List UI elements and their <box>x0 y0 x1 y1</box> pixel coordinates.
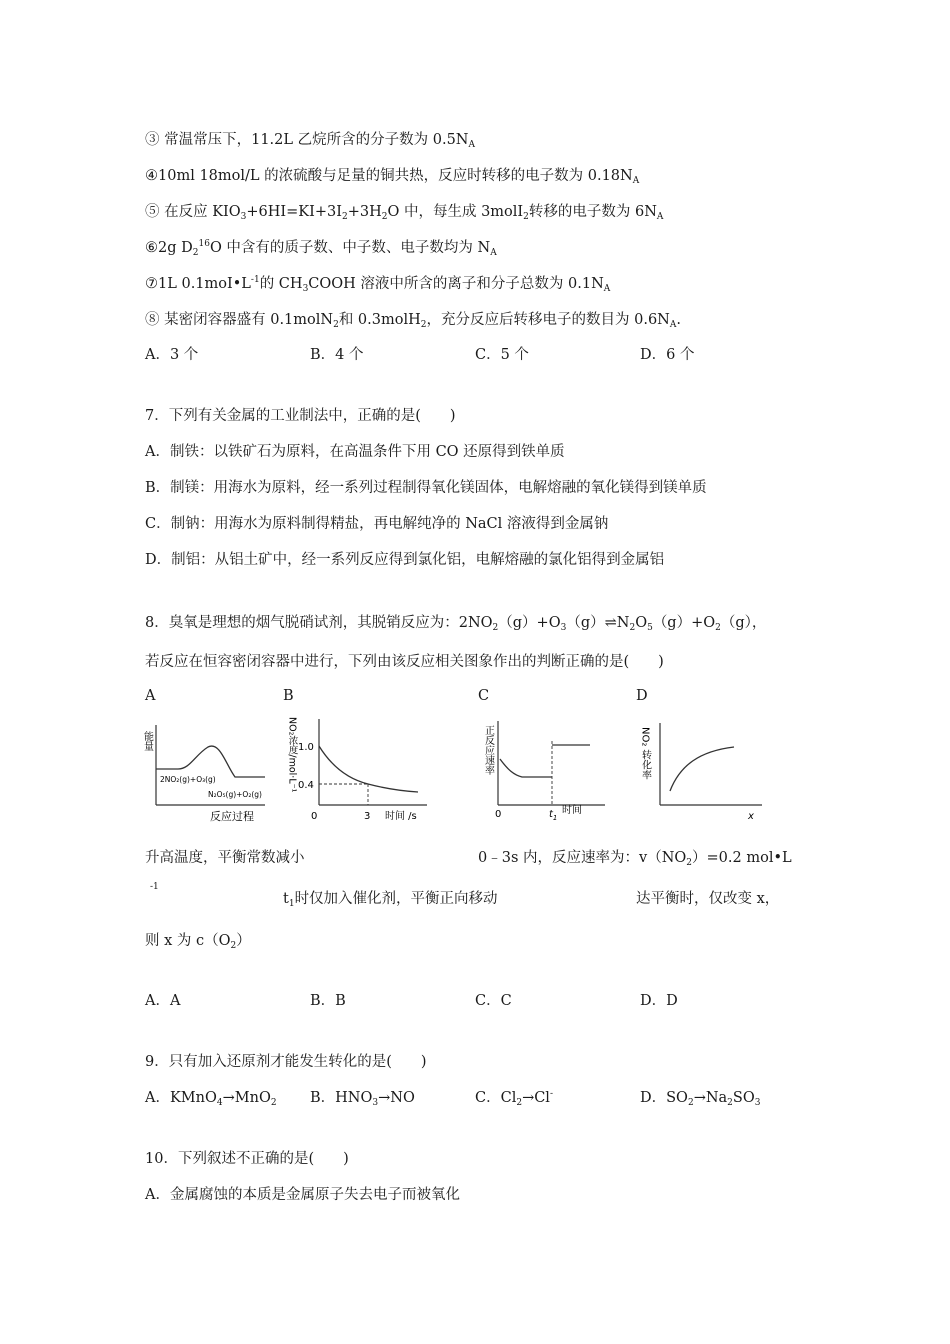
q8-desc-b-line2: -1 <box>150 882 159 892</box>
graph-b-y2: 0.4 <box>298 780 314 791</box>
q8-desc-b-line1: 0﹣3s 内，反应速率为：$v(NO_2)=0.2$ mol•L <box>478 850 792 868</box>
q9-option-c: C．$Cl_2\to Cl^-$ <box>475 1089 553 1108</box>
q6-item-6: ⑥2g $D_2^{16}O$ 中含有的质子数、中子数、电子数均为 $N_A$ <box>145 239 497 258</box>
q8-desc-d-line2: 则 x 为 $c(O_2)$ <box>145 933 251 951</box>
q8-graph-label-d: D <box>636 688 648 704</box>
q8-stem-line2: 若反应在恒容密闭容器中进行，下列由该反应相关图象作出的判断正确的是( ) <box>145 654 664 670</box>
graph-b-x1: 3 <box>364 811 371 822</box>
graph-c-xlabel: 时间 <box>562 805 582 816</box>
q8-stem-line1: 8．臭氧是理想的烟气脱硝试剂，其脱销反应为：$2NO_2(g)+O_3(g)\rightleftharpoons N_2O_5(g)+O_2(g)$， <box>145 615 767 633</box>
q6-item-5: ⑤ 在反应 $KIO_3+6HI=KI+3I_2+3H_2O$ 中，每生成 3molI$_2$转移的电子数为 $6N_A$ <box>145 204 664 222</box>
graph-b-concentration-curve <box>319 746 418 792</box>
q9-option-b: B．$HNO_3\to NO$ <box>310 1090 415 1108</box>
q8-option-a: A．A <box>145 993 181 1009</box>
q8-desc-d-line1: 达平衡时，仅改变 x， <box>636 891 780 907</box>
q6-option-b: B．4 个 <box>310 347 364 363</box>
graph-b-xlabel: 时间 /s <box>385 811 417 822</box>
graph-b-ylabel: NO₂浓度/mol·L⁻¹ <box>286 717 298 793</box>
q6-option-a: A．3 个 <box>145 347 199 363</box>
graph-a <box>140 715 272 831</box>
graph-b <box>282 715 432 831</box>
graph-d-xlabel: x <box>748 811 754 822</box>
graph-d <box>636 715 768 831</box>
q9-stem: 9．只有加入还原剂才能发生转化的是( ) <box>145 1054 427 1070</box>
q8-desc-a: 升高温度，平衡常数减小 <box>145 850 305 866</box>
q7-option-a: A．制铁：以铁矿石为原料，在高温条件下用 CO 还原得到铁单质 <box>145 444 565 460</box>
q9-option-d: D．$SO_2\to Na_2SO_3$ <box>640 1090 761 1108</box>
graph-a-xlabel: 反应过程 <box>210 810 254 823</box>
graph-c-x0: 0 <box>495 809 502 820</box>
q7-option-c: C．制钠：用海水为原料制得精盐，再电解纯净的 NaCl 溶液得到金属钠 <box>145 516 609 532</box>
q6-item-8: ⑧ 某密闭容器盛有 0.1molN$_2$和 0.3molH$_2$，充分反应后转移电子的数目为 $0.6N_A$. <box>145 312 681 330</box>
graph-c-t1-label: $t_1$ <box>549 809 558 822</box>
q7-option-d: D．制铝：从铝土矿中，经一系列反应得到氯化铝，电解熔融的氯化铝得到金属铝 <box>145 552 665 568</box>
q8-option-c: C．C <box>475 993 512 1009</box>
q8-graph-label-b: B <box>283 688 294 704</box>
q10-stem: 10．下列叙述不正确的是( ) <box>145 1151 349 1167</box>
q7-stem: 7．下列有关金属的工业制法中，正确的是( ) <box>145 408 456 424</box>
graph-d-conversion-curve <box>670 747 734 791</box>
q8-desc-c: $t_1$时仅加入催化剂，平衡正向移动 <box>283 891 498 909</box>
q6-option-d: D．6 个 <box>640 347 695 363</box>
q8-graph-label-c: C <box>478 688 490 704</box>
q6-option-c: C．5 个 <box>475 347 529 363</box>
q8-graph-label-a: A <box>145 688 156 704</box>
graph-d-ylabel: NO₂ 转化率 <box>639 727 651 780</box>
graph-c-ylabel: 正反应速率 <box>482 725 494 775</box>
graph-a-energy-curve <box>156 746 265 777</box>
q8-option-d: D．D <box>640 993 678 1009</box>
graph-a-ylabel: 能量 <box>141 731 153 751</box>
q8-option-b: B．B <box>310 993 346 1009</box>
graph-c-rate-before <box>500 759 552 777</box>
graph-a-reactants: 2NO₂(g)+O₃(g) <box>160 775 216 784</box>
graph-c <box>480 715 612 831</box>
q6-item-4: ④10ml 18mol/L 的浓硫酸与足量的铜共热，反应时转移的电子数为 $0.18N_A$ <box>145 168 640 186</box>
q10-option-a: A．金属腐蚀的本质是金属原子失去电子而被氧化 <box>145 1187 460 1203</box>
q6-item-3: ③ 常温常压下，11.2L 乙烷所含的分子数为 $0.5N_A$ <box>145 132 475 150</box>
q6-item-7: ⑦1L $0.1moI•L^{-1}$的 $CH_3COOH$ 溶液中所含的离子和分子总数为 $0.1N_A$ <box>145 275 611 294</box>
graph-b-y1: 1.0 <box>298 742 314 753</box>
graph-b-x0: 0 <box>311 811 318 822</box>
q9-option-a: A．KMnO$_4$→MnO$_2$ <box>145 1090 277 1108</box>
q7-option-b: B．制镁：用海水为原料，经一系列过程制得氧化镁固体，电解熔融的氧化镁得到镁单质 <box>145 480 707 496</box>
graph-a-products: N₂O₅(g)+O₂(g) <box>208 790 262 799</box>
